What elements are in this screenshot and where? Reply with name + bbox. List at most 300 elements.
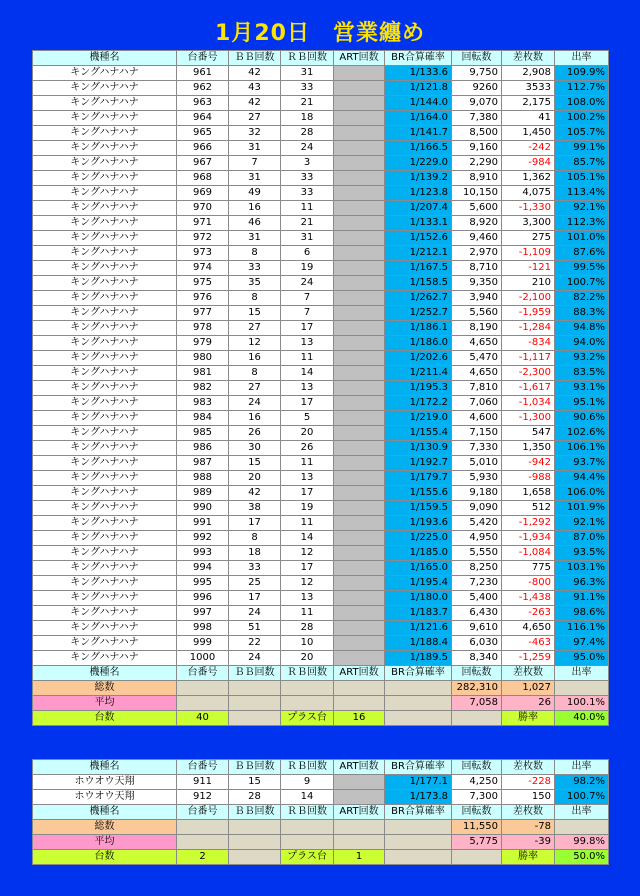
cell-spin-count: 8,190 — [452, 321, 502, 336]
cell-art-count — [334, 396, 385, 411]
empty-cell — [177, 820, 229, 835]
machine-count: 40 — [177, 711, 229, 726]
cell-coin-diff: 3,300 — [502, 216, 555, 231]
cell-payout-rate: 83.5% — [555, 366, 609, 381]
cell-model-name: キングハナハナ — [33, 96, 177, 111]
cell-rb-count: 17 — [281, 486, 334, 501]
table-row — [33, 546, 609, 561]
cell-bb-count: 42 — [229, 96, 281, 111]
cell-coin-diff: -1,084 — [502, 546, 555, 561]
cell-spin-count: 5,550 — [452, 546, 502, 561]
cell-machine-number: 987 — [177, 456, 229, 471]
header-payout-rate: 出率 — [555, 805, 609, 820]
cell-br-rate: 1/121.6 — [385, 621, 452, 636]
cell-machine-number: 980 — [177, 351, 229, 366]
table-row — [33, 471, 609, 486]
plus-machine-label: プラス台 — [281, 711, 334, 726]
cell-payout-rate: 100.2% — [555, 111, 609, 126]
cell-spin-count: 8,250 — [452, 561, 502, 576]
cell-coin-diff: 547 — [502, 426, 555, 441]
cell-art-count — [334, 96, 385, 111]
cell-payout-rate: 94.0% — [555, 336, 609, 351]
cell-br-rate: 1/189.5 — [385, 651, 452, 666]
cell-payout-rate: 91.1% — [555, 591, 609, 606]
cell-br-rate: 1/130.9 — [385, 441, 452, 456]
cell-payout-rate: 93.1% — [555, 381, 609, 396]
cell-art-count — [334, 306, 385, 321]
cell-spin-count: 9260 — [452, 81, 502, 96]
header-art-count: ART回数 — [334, 760, 385, 775]
header-coin-diff: 差枚数 — [502, 805, 555, 820]
cell-model-name: キングハナハナ — [33, 546, 177, 561]
cell-spin-count: 5,560 — [452, 306, 502, 321]
cell-art-count — [334, 651, 385, 666]
empty-cell — [555, 681, 609, 696]
cell-payout-rate: 106.1% — [555, 441, 609, 456]
count-row — [33, 711, 609, 726]
cell-model-name: キングハナハナ — [33, 381, 177, 396]
cell-bb-count: 18 — [229, 546, 281, 561]
empty-cell — [385, 681, 452, 696]
cell-payout-rate: 108.0% — [555, 96, 609, 111]
cell-br-rate: 1/211.4 — [385, 366, 452, 381]
empty-cell — [229, 820, 281, 835]
cell-machine-number: 981 — [177, 366, 229, 381]
cell-payout-rate: 101.9% — [555, 501, 609, 516]
cell-spin-count: 5,420 — [452, 516, 502, 531]
cell-art-count — [334, 186, 385, 201]
cell-spin-count: 5,010 — [452, 456, 502, 471]
cell-model-name: キングハナハナ — [33, 111, 177, 126]
cell-br-rate: 1/225.0 — [385, 531, 452, 546]
cell-bb-count: 16 — [229, 201, 281, 216]
cell-coin-diff: -834 — [502, 336, 555, 351]
cell-rb-count: 21 — [281, 216, 334, 231]
cell-br-rate: 1/202.6 — [385, 351, 452, 366]
empty-cell — [452, 850, 502, 865]
cell-payout-rate: 102.6% — [555, 426, 609, 441]
cell-rb-count: 13 — [281, 336, 334, 351]
cell-br-rate: 1/139.2 — [385, 171, 452, 186]
cell-rb-count: 18 — [281, 111, 334, 126]
table-row — [33, 126, 609, 141]
cell-art-count — [334, 441, 385, 456]
empty-cell — [385, 820, 452, 835]
total-spins: 282,310 — [452, 681, 502, 696]
cell-machine-number: 978 — [177, 321, 229, 336]
cell-machine-number: 984 — [177, 411, 229, 426]
total-coin-diff: 1,027 — [502, 681, 555, 696]
header-coin-diff: 差枚数 — [502, 760, 555, 775]
header-payout-rate: 出率 — [555, 666, 609, 681]
cell-art-count — [334, 426, 385, 441]
cell-art-count — [334, 456, 385, 471]
cell-model-name: キングハナハナ — [33, 231, 177, 246]
cell-br-rate: 1/188.4 — [385, 636, 452, 651]
cell-art-count — [334, 621, 385, 636]
header-coin-diff: 差枚数 — [502, 51, 555, 66]
page-title: 1月20日 営業纏め — [215, 21, 425, 46]
cell-art-count — [334, 126, 385, 141]
total-spins: 11,550 — [452, 820, 502, 835]
cell-rb-count: 31 — [281, 231, 334, 246]
average-spins: 5,775 — [452, 835, 502, 850]
cell-bb-count: 8 — [229, 531, 281, 546]
cell-spin-count: 8,340 — [452, 651, 502, 666]
cell-spin-count: 7,150 — [452, 426, 502, 441]
cell-spin-count: 8,710 — [452, 261, 502, 276]
header-bb-count: ＢＢ回数 — [229, 51, 281, 66]
cell-payout-rate: 95.0% — [555, 651, 609, 666]
cell-spin-count: 7,300 — [452, 790, 502, 805]
cell-spin-count: 8,910 — [452, 171, 502, 186]
cell-coin-diff: -463 — [502, 636, 555, 651]
cell-machine-number: 999 — [177, 636, 229, 651]
cell-rb-count: 3 — [281, 156, 334, 171]
empty-cell — [177, 696, 229, 711]
cell-model-name: キングハナハナ — [33, 411, 177, 426]
cell-spin-count: 7,810 — [452, 381, 502, 396]
cell-payout-rate: 112.7% — [555, 81, 609, 96]
cell-spin-count: 6,030 — [452, 636, 502, 651]
cell-art-count — [334, 261, 385, 276]
cell-art-count — [334, 216, 385, 231]
table-row — [33, 790, 609, 805]
cell-coin-diff: 210 — [502, 276, 555, 291]
header-machine-number: 台番号 — [177, 666, 229, 681]
header-rb-count: ＲＢ回数 — [281, 760, 334, 775]
cell-payout-rate: 98.2% — [555, 775, 609, 790]
cell-rb-count: 11 — [281, 201, 334, 216]
cell-spin-count: 9,350 — [452, 276, 502, 291]
cell-br-rate: 1/123.8 — [385, 186, 452, 201]
cell-machine-number: 988 — [177, 471, 229, 486]
cell-machine-number: 997 — [177, 606, 229, 621]
table-row — [33, 561, 609, 576]
cell-br-rate: 1/183.7 — [385, 606, 452, 621]
cell-art-count — [334, 231, 385, 246]
table-row — [33, 276, 609, 291]
cell-payout-rate: 112.3% — [555, 216, 609, 231]
plus-machine-count: 1 — [334, 850, 385, 865]
cell-art-count — [334, 531, 385, 546]
cell-art-count — [334, 246, 385, 261]
cell-bb-count: 43 — [229, 81, 281, 96]
cell-model-name: キングハナハナ — [33, 141, 177, 156]
cell-bb-count: 25 — [229, 576, 281, 591]
cell-machine-number: 967 — [177, 156, 229, 171]
empty-cell — [229, 681, 281, 696]
cell-coin-diff: -1,617 — [502, 381, 555, 396]
cell-rb-count: 13 — [281, 591, 334, 606]
cell-rb-count: 28 — [281, 621, 334, 636]
cell-bb-count: 31 — [229, 171, 281, 186]
header-row — [33, 805, 609, 820]
cell-payout-rate: 116.1% — [555, 621, 609, 636]
cell-rb-count: 14 — [281, 366, 334, 381]
cell-spin-count: 5,470 — [452, 351, 502, 366]
cell-spin-count: 2,970 — [452, 246, 502, 261]
table-row — [33, 66, 609, 81]
average-coin-diff: -39 — [502, 835, 555, 850]
cell-bb-count: 42 — [229, 486, 281, 501]
cell-coin-diff: -228 — [502, 775, 555, 790]
cell-spin-count: 2,290 — [452, 156, 502, 171]
cell-bb-count: 8 — [229, 246, 281, 261]
hanahana-table — [32, 50, 609, 726]
cell-model-name: ホウオウ天翔 — [33, 775, 177, 790]
cell-spin-count: 3,940 — [452, 291, 502, 306]
header-rb-count: ＲＢ回数 — [281, 51, 334, 66]
cell-art-count — [334, 790, 385, 805]
empty-cell — [177, 835, 229, 850]
cell-bb-count: 33 — [229, 561, 281, 576]
cell-bb-count: 31 — [229, 141, 281, 156]
cell-machine-number: 990 — [177, 501, 229, 516]
cell-bb-count: 16 — [229, 351, 281, 366]
cell-model-name: キングハナハナ — [33, 81, 177, 96]
cell-payout-rate: 92.1% — [555, 201, 609, 216]
cell-bb-count: 17 — [229, 591, 281, 606]
cell-art-count — [334, 636, 385, 651]
cell-model-name: キングハナハナ — [33, 186, 177, 201]
cell-machine-number: 911 — [177, 775, 229, 790]
average-payout-rate: 99.8% — [555, 835, 609, 850]
header-spin-count: 回転数 — [452, 760, 502, 775]
cell-coin-diff: -1,438 — [502, 591, 555, 606]
cell-art-count — [334, 381, 385, 396]
cell-model-name: キングハナハナ — [33, 126, 177, 141]
cell-bb-count: 20 — [229, 471, 281, 486]
header-art-count: ART回数 — [334, 666, 385, 681]
cell-model-name: キングハナハナ — [33, 486, 177, 501]
cell-rb-count: 28 — [281, 126, 334, 141]
cell-payout-rate: 96.3% — [555, 576, 609, 591]
cell-br-rate: 1/193.6 — [385, 516, 452, 531]
cell-machine-number: 996 — [177, 591, 229, 606]
cell-machine-number: 973 — [177, 246, 229, 261]
cell-coin-diff: 275 — [502, 231, 555, 246]
cell-machine-number: 989 — [177, 486, 229, 501]
average-label: 平均 — [33, 696, 177, 711]
cell-br-rate: 1/155.6 — [385, 486, 452, 501]
cell-machine-number: 983 — [177, 396, 229, 411]
cell-art-count — [334, 576, 385, 591]
table-row — [33, 366, 609, 381]
average-label: 平均 — [33, 835, 177, 850]
header-model-name: 機種名 — [33, 51, 177, 66]
houou-table — [32, 759, 609, 865]
cell-coin-diff: 2,175 — [502, 96, 555, 111]
cell-model-name: キングハナハナ — [33, 576, 177, 591]
cell-spin-count: 4,600 — [452, 411, 502, 426]
cell-spin-count: 5,600 — [452, 201, 502, 216]
cell-model-name: キングハナハナ — [33, 621, 177, 636]
table-row — [33, 201, 609, 216]
cell-model-name: キングハナハナ — [33, 66, 177, 81]
cell-br-rate: 1/133.1 — [385, 216, 452, 231]
cell-spin-count: 5,930 — [452, 471, 502, 486]
cell-spin-count: 8,500 — [452, 126, 502, 141]
cell-machine-number: 970 — [177, 201, 229, 216]
cell-coin-diff: 4,075 — [502, 186, 555, 201]
cell-payout-rate: 95.1% — [555, 396, 609, 411]
header-spin-count: 回転数 — [452, 51, 502, 66]
cell-payout-rate: 106.0% — [555, 486, 609, 501]
cell-coin-diff: -1,109 — [502, 246, 555, 261]
cell-rb-count: 24 — [281, 141, 334, 156]
cell-spin-count: 9,160 — [452, 141, 502, 156]
cell-model-name: キングハナハナ — [33, 306, 177, 321]
cell-machine-number: 994 — [177, 561, 229, 576]
table-row — [33, 456, 609, 471]
header-payout-rate: 出率 — [555, 51, 609, 66]
machine-count: 2 — [177, 850, 229, 865]
cell-spin-count: 7,380 — [452, 111, 502, 126]
cell-coin-diff: 1,658 — [502, 486, 555, 501]
cell-br-rate: 1/121.8 — [385, 81, 452, 96]
cell-machine-number: 995 — [177, 576, 229, 591]
empty-cell — [334, 835, 385, 850]
count-label: 台数 — [33, 850, 177, 865]
cell-bb-count: 15 — [229, 306, 281, 321]
cell-rb-count: 14 — [281, 531, 334, 546]
cell-bb-count: 51 — [229, 621, 281, 636]
header-model-name: 機種名 — [33, 666, 177, 681]
cell-bb-count: 33 — [229, 261, 281, 276]
cell-rb-count: 14 — [281, 790, 334, 805]
header-payout-rate: 出率 — [555, 760, 609, 775]
cell-payout-rate: 100.7% — [555, 790, 609, 805]
cell-rb-count: 21 — [281, 96, 334, 111]
cell-br-rate: 1/219.0 — [385, 411, 452, 426]
table-row — [33, 396, 609, 411]
cell-payout-rate: 101.0% — [555, 231, 609, 246]
cell-model-name: キングハナハナ — [33, 336, 177, 351]
cell-rb-count: 7 — [281, 306, 334, 321]
cell-rb-count: 11 — [281, 456, 334, 471]
cell-model-name: キングハナハナ — [33, 651, 177, 666]
cell-spin-count: 9,610 — [452, 621, 502, 636]
table-row — [33, 261, 609, 276]
plus-machine-count: 16 — [334, 711, 385, 726]
cell-machine-number: 986 — [177, 441, 229, 456]
cell-br-rate: 1/141.7 — [385, 126, 452, 141]
average-row — [33, 835, 609, 850]
header-row — [33, 666, 609, 681]
cell-art-count — [334, 66, 385, 81]
cell-art-count — [334, 486, 385, 501]
cell-spin-count: 9,070 — [452, 96, 502, 111]
cell-machine-number: 982 — [177, 381, 229, 396]
empty-cell — [385, 850, 452, 865]
cell-model-name: キングハナハナ — [33, 591, 177, 606]
empty-cell — [281, 696, 334, 711]
table-row — [33, 621, 609, 636]
header-coin-diff: 差枚数 — [502, 666, 555, 681]
table-row — [33, 216, 609, 231]
cell-model-name: キングハナハナ — [33, 246, 177, 261]
table-row — [33, 441, 609, 456]
cell-br-rate: 1/152.6 — [385, 231, 452, 246]
cell-coin-diff: -121 — [502, 261, 555, 276]
cell-machine-number: 977 — [177, 306, 229, 321]
cell-coin-diff: -1,284 — [502, 321, 555, 336]
cell-machine-number: 966 — [177, 141, 229, 156]
cell-machine-number: 968 — [177, 171, 229, 186]
cell-spin-count: 7,230 — [452, 576, 502, 591]
cell-coin-diff: 775 — [502, 561, 555, 576]
cell-rb-count: 10 — [281, 636, 334, 651]
cell-br-rate: 1/159.5 — [385, 501, 452, 516]
cell-spin-count: 5,400 — [452, 591, 502, 606]
cell-br-rate: 1/158.5 — [385, 276, 452, 291]
cell-br-rate: 1/212.1 — [385, 246, 452, 261]
cell-rb-count: 19 — [281, 261, 334, 276]
cell-spin-count: 4,250 — [452, 775, 502, 790]
cell-spin-count: 9,750 — [452, 66, 502, 81]
cell-bb-count: 32 — [229, 126, 281, 141]
cell-payout-rate: 88.3% — [555, 306, 609, 321]
table-row — [33, 426, 609, 441]
header-br-rate: BR合算確率 — [385, 666, 452, 681]
cell-model-name: キングハナハナ — [33, 636, 177, 651]
cell-coin-diff: -1,292 — [502, 516, 555, 531]
cell-payout-rate: 93.2% — [555, 351, 609, 366]
cell-coin-diff: -988 — [502, 471, 555, 486]
cell-rb-count: 5 — [281, 411, 334, 426]
cell-model-name: キングハナハナ — [33, 201, 177, 216]
cell-spin-count: 9,180 — [452, 486, 502, 501]
cell-machine-number: 998 — [177, 621, 229, 636]
cell-payout-rate: 90.6% — [555, 411, 609, 426]
cell-payout-rate: 100.7% — [555, 276, 609, 291]
cell-coin-diff: 41 — [502, 111, 555, 126]
cell-model-name: キングハナハナ — [33, 456, 177, 471]
cell-coin-diff: -1,934 — [502, 531, 555, 546]
cell-model-name: キングハナハナ — [33, 216, 177, 231]
total-row — [33, 681, 609, 696]
cell-model-name: キングハナハナ — [33, 396, 177, 411]
cell-art-count — [334, 471, 385, 486]
cell-art-count — [334, 606, 385, 621]
cell-machine-number: 961 — [177, 66, 229, 81]
cell-br-rate: 1/207.4 — [385, 201, 452, 216]
table-row — [33, 141, 609, 156]
table-row — [33, 156, 609, 171]
cell-machine-number: 992 — [177, 531, 229, 546]
table-row — [33, 775, 609, 790]
table-row — [33, 321, 609, 336]
cell-art-count — [334, 276, 385, 291]
header-art-count: ART回数 — [334, 51, 385, 66]
cell-bb-count: 15 — [229, 775, 281, 790]
cell-spin-count: 7,060 — [452, 396, 502, 411]
header-art-count: ART回数 — [334, 805, 385, 820]
total-label: 総数 — [33, 681, 177, 696]
table-row — [33, 531, 609, 546]
cell-art-count — [334, 516, 385, 531]
cell-br-rate: 1/186.0 — [385, 336, 452, 351]
table-row — [33, 171, 609, 186]
win-rate-label: 勝率 — [502, 850, 555, 865]
cell-model-name: キングハナハナ — [33, 531, 177, 546]
cell-model-name: キングハナハナ — [33, 501, 177, 516]
count-label: 台数 — [33, 711, 177, 726]
table-row — [33, 501, 609, 516]
cell-art-count — [334, 546, 385, 561]
cell-bb-count: 22 — [229, 636, 281, 651]
